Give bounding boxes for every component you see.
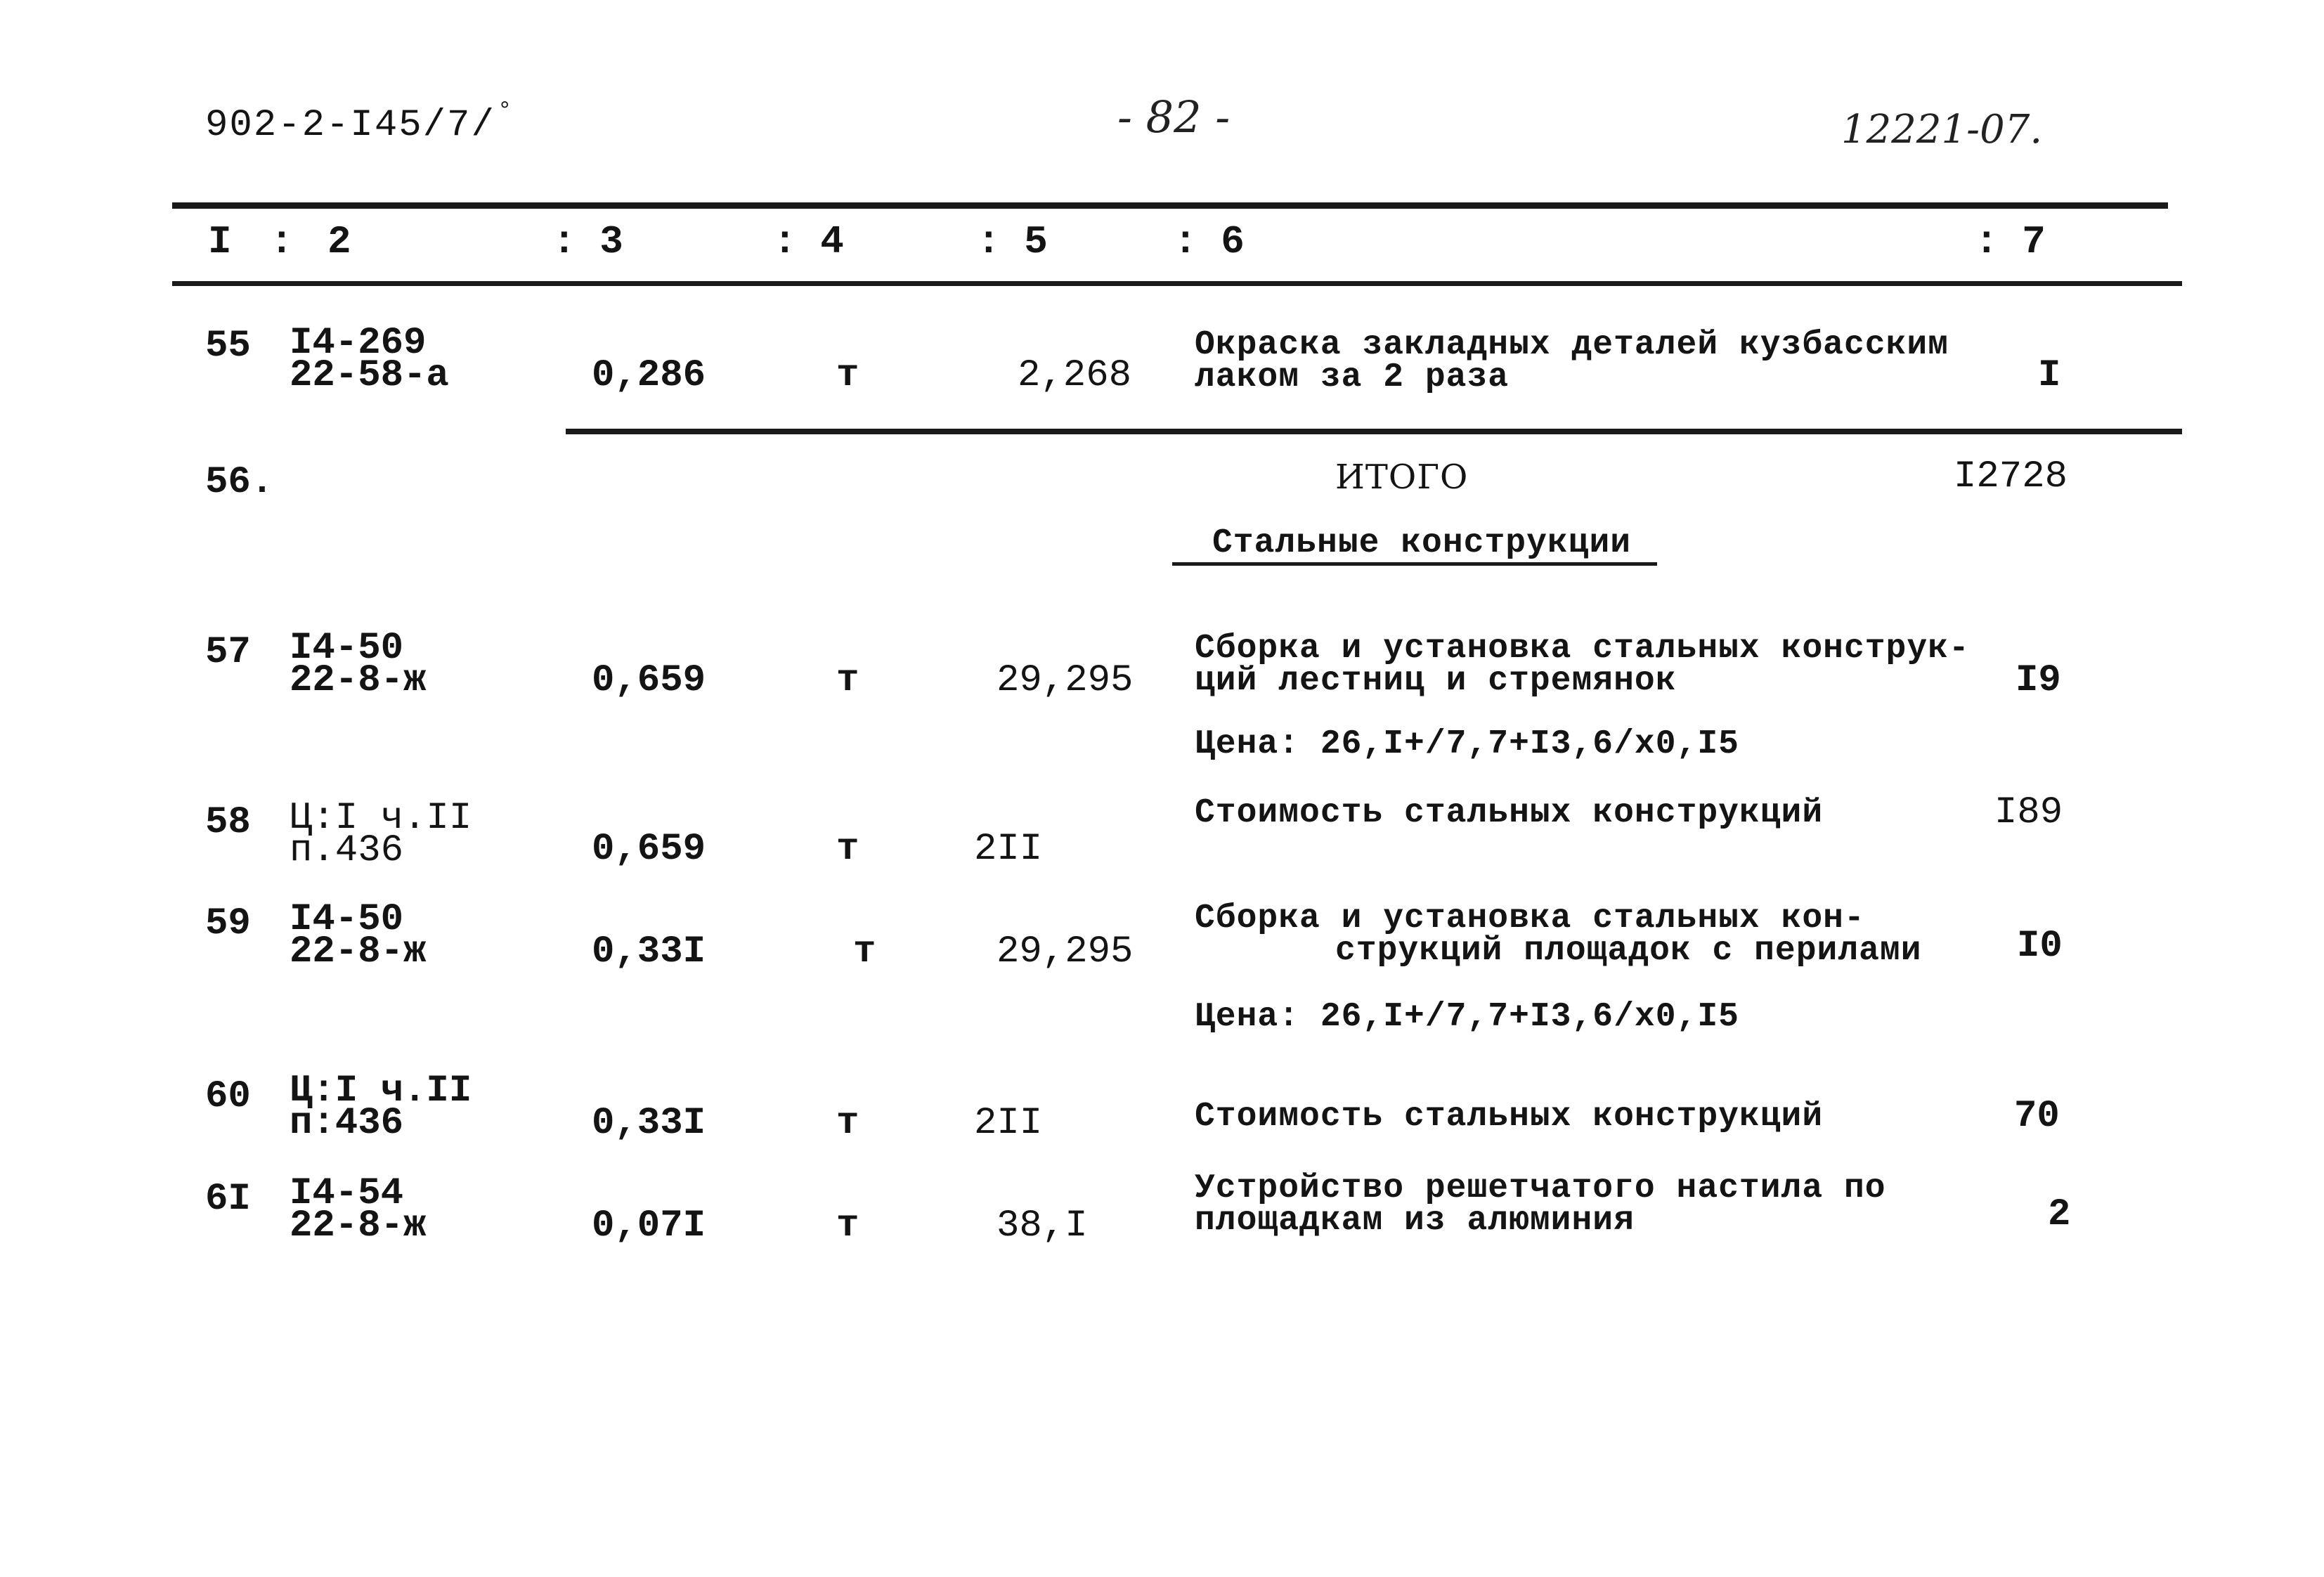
header-top-rule [172, 202, 2168, 209]
column-number-2: 2 [327, 219, 351, 264]
quantity: 0,659 [592, 659, 706, 702]
quantity: 0,33I [592, 1102, 706, 1145]
subtotal-rule [566, 429, 2182, 434]
unit: т [836, 828, 859, 871]
unit: т [836, 659, 859, 702]
price-note: Цена: 26,I+/7,7+I3,6/x0,I5 [1195, 725, 1739, 763]
norm-code: I4-50 22-8-ж [290, 898, 427, 973]
row-number: 56. [205, 461, 274, 504]
description: Стоимость стальных конструкций [1195, 1098, 1824, 1136]
column-number-1: I [208, 219, 232, 264]
price-reference: Ц:I ч.II п:436 [290, 1070, 472, 1145]
total-cost: I9 [2015, 659, 2061, 702]
total-cost: I0 [2017, 925, 2063, 968]
unit-rate: 2II [974, 828, 1043, 871]
row-number: 58 [205, 801, 251, 844]
price-note: Цена: 26,I+/7,7+I3,6/x0,I5 [1195, 998, 1739, 1036]
section-heading: Стальные конструкции [1212, 524, 1632, 562]
quantity: 0,659 [592, 828, 706, 871]
description: Сборка и установка стальных конструк- ций лестниц и стремянок [1195, 630, 1970, 700]
unit-rate: 2II [974, 1102, 1043, 1145]
quantity: 0,286 [592, 354, 706, 397]
header-bottom-rule [172, 281, 2182, 286]
unit: т [836, 354, 859, 397]
column-number-5: : 5 [977, 219, 1048, 264]
total-cost: 70 [2014, 1095, 2060, 1138]
norm-code: I4-269 22-58-a [290, 322, 449, 397]
description: Окраска закладных деталей кузбасским лаком за 2 раза [1195, 326, 1949, 396]
page-number: - 82 - [1117, 91, 1231, 143]
column-number-4: : 4 [773, 219, 844, 264]
itogo-label: ИТОГО [1335, 457, 1469, 497]
unit-rate: 2,268 [1018, 354, 1132, 397]
section-underline [1172, 562, 1657, 566]
total-cost: 2 [2048, 1193, 2071, 1236]
quantity: 0,07I [592, 1205, 706, 1247]
description: Сборка и установка стальных кон- струкций площадок с перилами [1195, 900, 1922, 970]
column-number-3: : 3 [552, 219, 623, 264]
column-separator: : [270, 219, 294, 264]
quantity: 0,33I [592, 930, 706, 973]
description: Устройство решетчатого настила по площадкам из алюминия [1195, 1169, 1886, 1240]
row-number: 59 [205, 902, 251, 945]
price-reference: Ц:I ч.II п.436 [290, 797, 472, 872]
total-cost: I [2038, 354, 2061, 397]
column-number-7: : 7 [1975, 219, 2046, 264]
unit: т [836, 1205, 859, 1247]
description: Стоимость стальных конструкций [1195, 794, 1824, 832]
row-number: 55 [205, 325, 251, 368]
unit: т [836, 1102, 859, 1145]
degree-mark: ° [498, 98, 512, 125]
unit: т [853, 930, 876, 973]
document-code: 902-2-I45/7/ [205, 104, 495, 147]
reference-number: 12221-07. [1841, 107, 2043, 152]
row-number: 6I [205, 1178, 251, 1221]
row-number: 57 [205, 631, 251, 674]
unit-rate: 29,295 [997, 659, 1134, 702]
total-cost: I2728 [1954, 455, 2068, 498]
total-cost: I89 [1994, 791, 2063, 834]
column-number-6: : 6 [1174, 219, 1245, 264]
unit-rate: 29,295 [997, 930, 1134, 973]
row-number: 60 [205, 1075, 251, 1118]
norm-code: I4-50 22-8-ж [290, 627, 427, 702]
unit-rate: 38,I [997, 1205, 1088, 1247]
norm-code: I4-54 22-8-ж [290, 1172, 427, 1247]
